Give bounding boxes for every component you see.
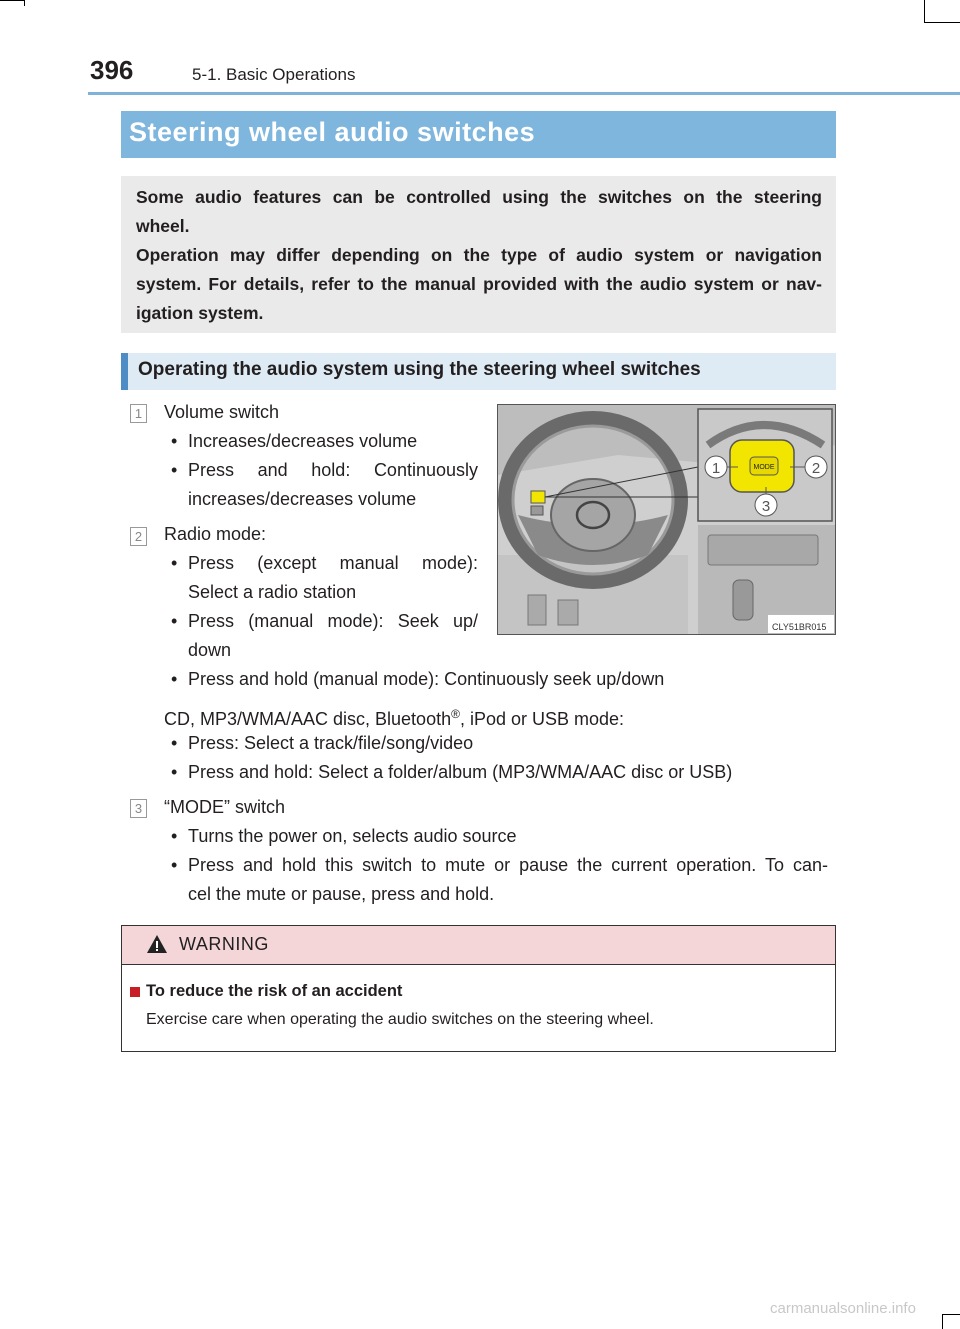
item-marker-1: 1 [130,404,147,423]
volume-bullet-2-line-1: Press and hold: Continuously [188,460,478,480]
radio-mode-title: Radio mode: [164,524,267,544]
intro-line: wheel. [136,216,190,236]
crop-mark [924,0,925,22]
registered-mark: ® [451,707,460,721]
mode-switch-title: “MODE” switch [164,797,285,817]
page-title-bar [121,111,836,158]
warning-text: Exercise care when operating the audio switches on the steering wheel. [146,1011,654,1028]
warning-square-icon [130,987,140,997]
subsection-title: Operating the audio system using the steering wheel switches [138,359,701,380]
item-marker-3: 3 [130,799,147,818]
figure-callout-1: 1 [711,460,721,477]
warning-box [121,925,836,1052]
bullet-icon: • [171,762,178,782]
warning-label: WARNING [179,934,269,954]
section-title: 5-1. Basic Operations [192,65,356,84]
bullet-icon: • [171,826,178,846]
radio-bullet-2-line-1: Press (manual mode): Seek up/ [188,611,478,631]
bullet-icon: • [171,855,178,875]
volume-bullet-2-line-2: increases/decreases volume [188,489,417,509]
bullet-icon: • [171,460,178,480]
figure-switch-label: MODE [753,464,775,471]
cd-bullet-2: Press and hold: Select a folder/album (MP3/WMA/AAC disc or USB) [188,762,733,782]
intro-box [121,176,836,333]
subsection-bar [121,353,836,390]
radio-bullet-2-line-2: down [188,640,232,660]
mode-bullet-2-line-1: Press and hold this switch to mute or pause the current operation. To can- [188,855,828,875]
page-number: 396 [90,55,134,85]
subsection-accent [121,353,128,390]
figure-callout-2: 2 [811,460,821,477]
radio-bullet-1-line-1: Press (except manual mode): [188,553,478,573]
figure-callout-3: 3 [761,498,771,515]
intro-line: Some audio features can be controlled using the switches on the steering [136,187,822,207]
bullet-icon: • [171,669,178,689]
steering-wheel-drawing [498,405,835,634]
cd-mode-title-prefix: CD, MP3/WMA/AAC disc, Bluetooth [164,709,452,729]
steering-wheel-illustration [497,404,836,635]
mode-bullet-2-line-2: cel the mute or pause, press and hold. [188,884,495,904]
crop-mark [942,1314,943,1329]
crop-mark [942,1314,960,1315]
volume-bullet-1: Increases/decreases volume [188,431,418,451]
crop-mark [0,0,24,1]
page-title: Steering wheel audio switches [129,117,536,147]
intro-line: Operation may differ depending on the type of audio system or navigation [136,245,822,265]
intro-line: system. For details, refer to the manual provided with the audio system or nav- [136,274,822,294]
mode-bullet-1: Turns the power on, selects audio source [188,826,517,846]
warning-icon [146,934,168,954]
radio-bullet-3: Press and hold (manual mode): Continuously seek up/down [188,669,665,689]
warning-title: To reduce the risk of an accident [146,982,403,1000]
bullet-icon: • [171,431,178,451]
figure-code: CLY51BR015 [772,622,827,632]
watermark: carmanualsonline.info [770,1300,916,1317]
warning-header [122,926,835,965]
bullet-icon: • [171,611,178,631]
radio-bullet-1-line-2: Select a radio station [188,582,357,602]
crop-mark [924,22,960,23]
volume-switch-title: Volume switch [164,402,280,422]
bullet-icon: • [171,553,178,573]
cd-mode-title-suffix: , iPod or USB mode: [459,709,625,729]
header-rule [88,92,960,95]
cd-bullet-1: Press: Select a track/file/song/video [188,733,474,753]
item-marker-2: 2 [130,527,147,546]
crop-mark [24,0,25,6]
bullet-icon: • [171,733,178,753]
intro-line: igation system. [136,303,264,323]
